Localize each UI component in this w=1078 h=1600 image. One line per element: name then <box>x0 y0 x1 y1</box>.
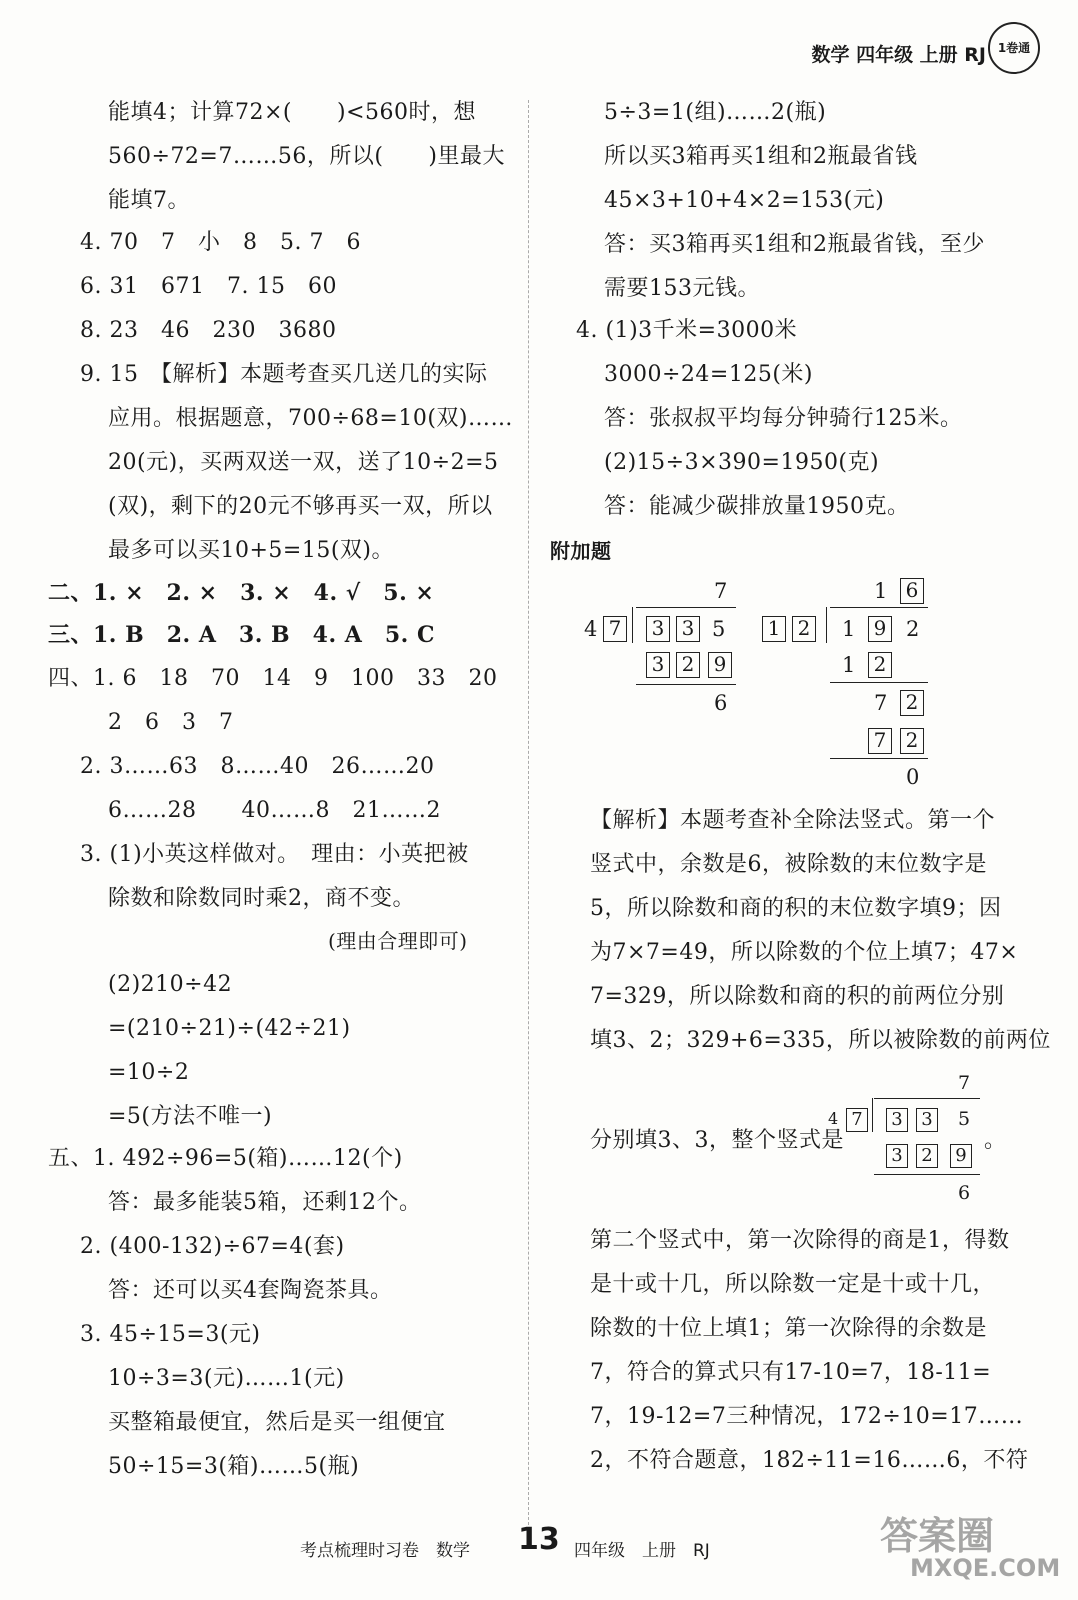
text-line: 2 6 3 7 <box>108 710 234 735</box>
text-line: 答：还可以买4套陶瓷茶具。 <box>108 1278 393 1303</box>
division-bracket <box>632 607 633 643</box>
math-line: 5÷3=1(组)……2(瓶) <box>604 100 827 125</box>
text-line: 所以买3箱再买1组和2瓶最省钱 <box>604 144 918 169</box>
answer-line: 8. 23 46 230 3680 <box>80 318 337 343</box>
blank-box: 1 <box>762 616 786 642</box>
text-line: 第二个竖式中，第一次除得的商是1，得数 <box>590 1228 1010 1253</box>
text-line: 买整箱最便宜，然后是买一组便宜 <box>108 1410 446 1435</box>
blank-box: 2 <box>900 728 924 754</box>
division-bracket <box>872 1098 873 1132</box>
division-bar <box>830 607 928 608</box>
math-line: =(210÷21)÷(42÷21) <box>108 1016 351 1041</box>
text-line: 6……28 40……8 21……2 <box>108 798 441 823</box>
subtraction-line <box>874 1174 980 1175</box>
division-bar <box>874 1098 980 1099</box>
text-line: 是十或十几，所以除数一定是十或十几， <box>590 1272 996 1297</box>
blank-box: 7 <box>868 728 892 754</box>
text-line: 除数的十位上填1；第一次除得的余数是 <box>590 1316 987 1341</box>
watermark <box>880 1505 1061 1585</box>
blank-box: 3 <box>676 616 700 642</box>
answer-line: 9. 15 【解析】本题考查买几送几的实际 <box>80 362 488 387</box>
math-line: 45×3+10+4×2=153(元) <box>604 188 885 213</box>
text-line: 能填4；计算72×( )<560时，想 <box>108 100 477 125</box>
math-line: 50÷15=3(箱)……5(瓶) <box>108 1454 360 1479</box>
blank-box: 6 <box>900 578 924 604</box>
remainder-digit: 0 <box>906 765 920 789</box>
answer-line: 3. 45÷15=3(元) <box>80 1322 261 1347</box>
page-number: 13 <box>518 1522 560 1557</box>
watermark-title: 答案圈 <box>880 1514 995 1558</box>
blank-box: 9 <box>950 1144 972 1168</box>
dividend-digit: 2 <box>906 617 920 641</box>
text-line: (双)，剩下的20元不够再买一双，所以 <box>108 494 493 519</box>
dividend-digit: 5 <box>712 617 726 641</box>
divisor-digit: 4 <box>828 1109 839 1128</box>
header-subject: 数学 四年级 上册 RJ <box>811 44 986 66</box>
footer-book: 考点梳理时习卷 数学 <box>300 1541 470 1561</box>
text-line: 答：最多能装5箱，还剩12个。 <box>108 1190 422 1215</box>
text-line: 答：买3箱再买1组和2瓶最省钱，至少 <box>604 232 985 257</box>
answer-line: 2. 3……63 8……40 26……20 <box>80 754 435 779</box>
text-line: 5，所以除数和商的积的末位数字填9；因 <box>590 896 1002 921</box>
blank-box: 2 <box>900 690 924 716</box>
bonus-heading: 附加题 <box>550 539 612 563</box>
blank-box: 3 <box>886 1144 908 1168</box>
footer-grade: 四年级 上册 RJ <box>574 1541 710 1561</box>
divisor-digit: 4 <box>584 617 598 641</box>
answer-line: 4. (1)3千米=3000米 <box>576 318 798 343</box>
division-bar <box>636 607 736 608</box>
text-line: 分别填3、3，整个竖式是 <box>590 1128 844 1153</box>
subtraction-line <box>830 682 928 683</box>
blank-box: 2 <box>792 616 816 642</box>
text-line: 。 <box>984 1128 1007 1153</box>
division-bracket <box>826 607 827 643</box>
blank-box: 3 <box>646 616 670 642</box>
quotient-digit: 7 <box>714 579 728 603</box>
watermark-url: MXQE.COM <box>910 1554 1061 1582</box>
subtraction-line <box>636 684 736 685</box>
text-line: 为7×7=49，所以除数的个位上填7；47× <box>590 940 1019 965</box>
text-line: 应用。根据题意，700÷68=10(双)…… <box>108 406 514 431</box>
column-divider <box>528 100 529 1530</box>
section-three-answers: 三、1. B 2. A 3. B 4. A 5. C <box>48 622 435 648</box>
text-line: 答：能减少碳排放量1950克。 <box>604 494 910 519</box>
quotient-digit: 7 <box>958 1072 971 1094</box>
text-line: 2，不符合题意，182÷11=16……6，不符 <box>590 1448 1029 1473</box>
brand-logo: 1卷通 <box>988 22 1040 74</box>
blank-box: 7 <box>603 616 627 642</box>
text-line: 20(元)，买两双送一双，送了10÷2=5 <box>108 450 499 475</box>
note-line: (理由合理即可) <box>328 929 468 953</box>
math-line: (2)15÷3×390=1950(克) <box>604 450 880 475</box>
blank-box: 2 <box>676 652 700 678</box>
math-line: =10÷2 <box>108 1060 190 1085</box>
text-line: 7，符合的算式只有17-10=7，18-11= <box>590 1360 992 1385</box>
text-line: 能填7。 <box>108 188 190 213</box>
quotient-digit: 1 <box>874 579 888 603</box>
text-line: 答：张叔叔平均每分钟骑行125米。 <box>604 406 963 431</box>
remainder-digit: 7 <box>874 691 888 715</box>
blank-box: 7 <box>846 1108 868 1132</box>
math-line: 10÷3=3(元)……1(元) <box>108 1366 345 1391</box>
subtraction-line <box>830 758 928 759</box>
text-line: 填3、2；329+6=335，所以被除数的前两位 <box>590 1028 1051 1053</box>
answer-line: 2. (400-132)÷67=4(套) <box>80 1234 345 1259</box>
blank-box: 2 <box>868 652 892 678</box>
answer-line: 3. (1)小英这样做对。 理由：小英把被 <box>80 842 469 867</box>
math-line: =5(方法不唯一) <box>108 1104 273 1129</box>
text-line: 最多可以买10+5=15(双)。 <box>108 538 395 563</box>
text-line: 需要153元钱。 <box>604 276 760 301</box>
answer-line: 6. 31 671 7. 15 60 <box>80 274 337 299</box>
remainder-digit: 6 <box>714 691 728 715</box>
section-four-answers: 四、1. 6 18 70 14 9 100 33 20 <box>48 666 498 691</box>
blank-box: 9 <box>868 616 892 642</box>
text-line: 7，19-12=7三种情况，172÷10=17…… <box>590 1404 1024 1429</box>
blank-box: 3 <box>646 652 670 678</box>
answer-line: 4. 70 7 小 8 5. 7 6 <box>80 230 361 255</box>
blank-box: 3 <box>916 1108 938 1132</box>
dividend-digit: 1 <box>842 617 856 641</box>
text-line: 7=329，所以除数和商的积的前两位分别 <box>590 984 1005 1009</box>
blank-box: 2 <box>916 1144 938 1168</box>
section-five-answer: 五、1. 492÷96=5(箱)……12(个) <box>48 1146 403 1171</box>
text-line: 竖式中，余数是6，被除数的末位数字是 <box>590 852 987 877</box>
remainder-digit: 6 <box>958 1182 971 1204</box>
math-line: (2)210÷42 <box>108 972 233 997</box>
math-line: 3000÷24=125(米) <box>604 362 814 387</box>
blank-box: 9 <box>708 652 732 678</box>
text-line: 560÷72=7……56，所以( )里最大 <box>108 144 506 169</box>
blank-box: 3 <box>886 1108 908 1132</box>
dividend-digit: 5 <box>958 1108 971 1130</box>
text-line: 【解析】本题考查补全除法竖式。第一个 <box>590 808 996 833</box>
section-two-answers: 二、1. × 2. × 3. × 4. √ 5. × <box>48 580 435 606</box>
product-digit: 1 <box>842 653 856 677</box>
text-line: 除数和除数同时乘2，商不变。 <box>108 886 415 911</box>
